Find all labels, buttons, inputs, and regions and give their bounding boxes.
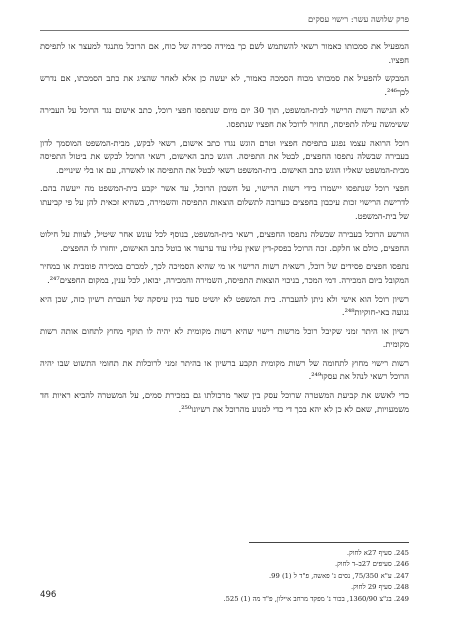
- footnote: 247. ע"א 75/350, נסים נ' פאשה, פ"ד ל (1) 99.: [268, 571, 409, 580]
- footnotes: [40, 548, 409, 605]
- page-number: 496: [40, 590, 57, 600]
- paragraph: כדי לאשש את קביעת המשטרה שרוכל עסק בין שאר מרכולתו גם במכירת סמים, על המשטרה להביא ראיות חד משמעויות, שאם לא כן לא יהא בכך די כדי למנוע מהרוכל את רשיונו²⁵⁰.: [40, 390, 409, 414]
- paragraph: לא הגישה רשות הרישוי לבית-המשפט, תוך 30 יום מיום שנתפסו חפצי רוכל, כתב אישום נגד הרוכל על העבירה ששימשה עילה לתפיסה, תחזיר לרוכל את חפציו שנתפסו.: [40, 105, 409, 129]
- body-text: [40, 40, 409, 421]
- running-header: פרק שלושה עשר: רישוי עסקים: [307, 14, 409, 24]
- footnote-divider: [249, 542, 409, 543]
- paragraph: רשות רישוי מחוץ לתחומה של רשות מקומית תקבע ברשיון או בהיתר זמני לרוכלות את תחומי התשוט שבו יהיה הרוכל רשאי לנהל את עסקו²⁴⁹.: [40, 357, 409, 382]
- paragraph: המפעיל את סמכותו כאמור רשאי להשתמש לשם כך במידה סבירה של כוח, אם הרוכל מתנגד למעצר או לתפיסת חפציו.: [40, 41, 409, 65]
- paragraph: חפצי רוכל שנתפסו יישמרו בידי רשות הרישוי, על חשבון הרוכל, עד אשר יקבע בית-המשפט מה ייעשה בהם. לדרישת הרישוי זכות עיכבון בחפצים כערובה לתשלום הוצאות התפיסה והשמירה, בשהיא זכאית להן על פי קביעתו של בית-המשפט.: [40, 183, 409, 221]
- paragraph: נתפסו חפצים פסידים של רוכל, רשאית רשות הרישוי או מי שהיא הסמיכה לכך, למכרם במכירה פומבית או במחיר המקובל ביום המכירה. דמי המכר, בניכוי הוצאות התפיסה, השמירה והמכירה, יבואו, לכל ענין, במקום החפצים²⁴⁷.: [40, 261, 409, 285]
- footnote: 245. סעיף 27א לחוק.: [346, 549, 409, 557]
- paragraph: רשיון או היתר זמני שקיבל רוכל מרשות רישוי שהיא רשות מקומית לא יהיה לו תוקף מחוץ לתחום אותה רשות מקומית.: [40, 325, 409, 350]
- header-divider: [40, 30, 409, 31]
- footnote: 246. סעיפים 27ב–ד לחוק.: [334, 560, 409, 569]
- footnote: 248. סעיף 29 לחוק.: [350, 583, 409, 592]
- paragraph: רשיון רוכל הוא אישי ולא ניתן להעברה. בית המשפט לא יושיט סעד בגין עיסקה של העברת רשיון כזה, שכן היא נגועה באי-חוקיות²⁴⁸.: [40, 293, 409, 318]
- footnote: 249. בג"צ 1360/90, בכור נ' מפקד מרחב איילון, פ"ד מה (1) 525.: [223, 594, 409, 603]
- paragraph: רוכל הרואה עצמו נפגע בתפיסת חפציו וטרם הוגש נגדו כתב אישום, רשאי לבקש, מבית-המשפט המוסמך לדון בעבירה שבשלה נתפסו החפצים, לבטל את התפיסה. הוגש כתב האישום, רשאי הרוכל לבקש את ביטול התפיסה מבית-המשפט שאליו הוגש כתב האישום. בית-המשפט רשאי לבטל את התפיסה או לאשרה, עם או בלי שינויים.: [40, 137, 409, 175]
- paragraph: המבקש להפעיל את סמכותו מכוח הסמכה כאמור, לא יעשה כן אלא לאחר שהציג את כתב הסמכתו, אם נדרש לכך²⁴⁶.: [40, 73, 409, 97]
- paragraph: הורשע הרוכל בעבירה שבשלה נתפסו החפצים, רשאי בית-המשפט, בנוסף לכל עונש אחר שיטיל, לצוות על חילוט החפצים, כולם או חלקם. זכה הרוכל בפסק-דין שאין עליו עוד ערעור או בוטל כתב האישום, יוחזרו לו החפצים.: [40, 229, 409, 253]
